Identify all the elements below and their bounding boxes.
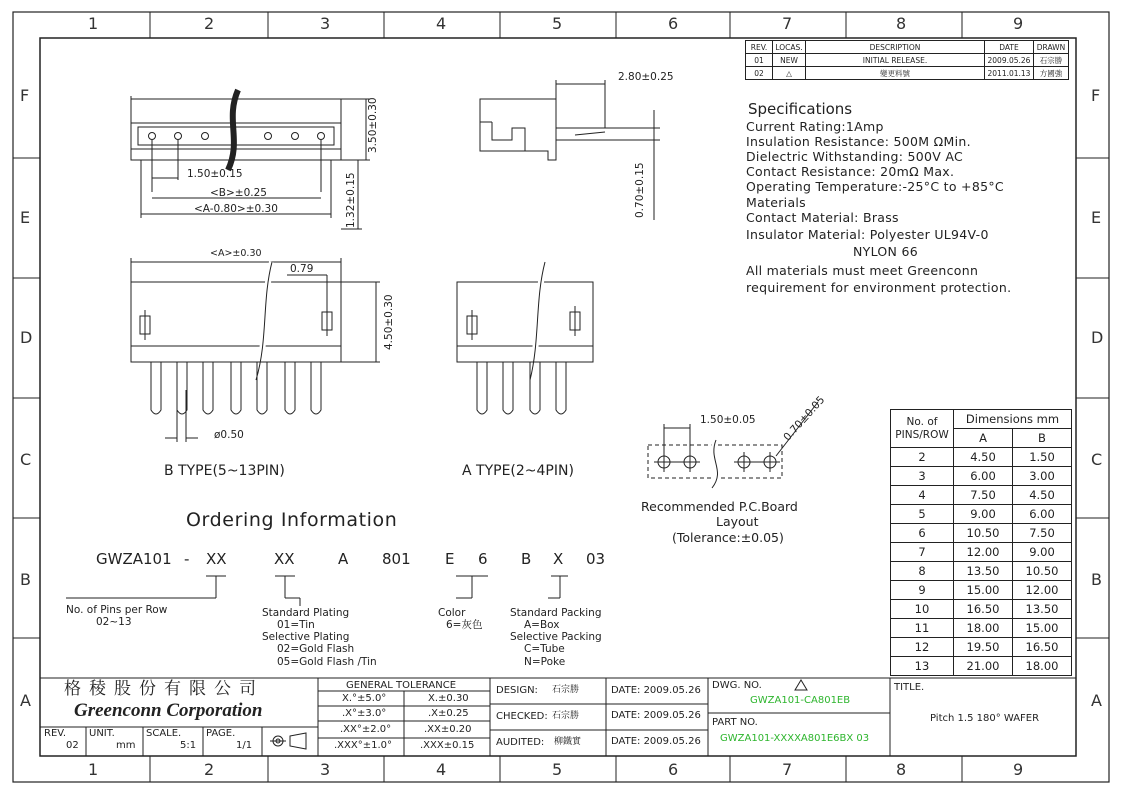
- dim-table-cell: 18.00: [1013, 657, 1072, 676]
- dim-offset: 0.79: [290, 263, 314, 275]
- dim-table-cell: 9.00: [954, 505, 1013, 524]
- specifications-title: Specifications: [748, 100, 853, 118]
- side-view: [480, 80, 660, 220]
- general-tolerance: GENERAL TOLERANCE: [346, 680, 457, 691]
- part-no-value: GWZA101-XXXXA801E6BX 03: [720, 733, 870, 744]
- dim-table-row: [891, 524, 1072, 543]
- order-code-pins: XX: [206, 550, 227, 568]
- zone-row-e-right: E: [1091, 208, 1102, 227]
- spec-line: Contact Resistance: 20mΩ Max.: [746, 164, 955, 179]
- rev-cell: 02: [746, 67, 773, 80]
- dim-table-cell: 5: [891, 505, 954, 524]
- dimensions-table: [890, 409, 1072, 676]
- rev-cell: △: [773, 67, 806, 80]
- scale-value: 5:1: [180, 740, 197, 751]
- dwg-no-value: GWZA101-CA801EB: [750, 695, 851, 706]
- dwg-no-label: DWG. NO.: [712, 680, 762, 691]
- packing-label-3: Selective Packing: [510, 631, 602, 643]
- pcb-caption-1: Recommended P.C.Board: [641, 499, 798, 514]
- pin: [231, 362, 241, 414]
- rev-header-locas: LOCAS.: [773, 41, 806, 54]
- zone-col-1-bottom: 1: [88, 760, 99, 779]
- tol-linear-1: X.±0.30: [428, 693, 469, 704]
- order-code-03: 03: [586, 550, 606, 568]
- dim-table-dims-header: Dimensions mm: [954, 410, 1072, 429]
- plating-label-5: 05=Gold Flash /Tin: [277, 656, 377, 668]
- dim-table-cell: 21.00: [954, 657, 1013, 676]
- zone-col-8-bottom: 8: [896, 760, 907, 779]
- audited-value: 柳鐵實: [554, 737, 582, 747]
- pcb-caption-3: (Tolerance:±0.05): [672, 530, 784, 545]
- dim-table-col-b: B: [1013, 429, 1072, 448]
- dim-table-cell: 16.50: [1013, 638, 1072, 657]
- dim-side-pin: 0.70±0.15: [634, 162, 646, 218]
- zone-row-a-left: A: [20, 691, 31, 710]
- rev-cell: 方國強: [1034, 67, 1069, 80]
- date-audited: DATE: 2009.05.26: [611, 736, 701, 747]
- date-design: DATE: 2009.05.26: [611, 685, 701, 696]
- dim-b: <B>±0.25: [210, 187, 267, 199]
- revision-table: [745, 40, 1069, 80]
- dim-table-row: [891, 562, 1072, 581]
- pin: [556, 362, 566, 414]
- ordering-title: Ordering Information: [186, 509, 398, 531]
- dim-table-row: [891, 619, 1072, 638]
- audited-label: AUDITED:: [496, 737, 545, 748]
- order-code-dash: -: [184, 550, 190, 568]
- company-name-cn: 格稜股份有限公司: [64, 679, 264, 699]
- tol-angle-3: .XX°±2.0°: [340, 724, 392, 735]
- zone-col-6-bottom: 6: [668, 760, 679, 779]
- zone-row-b-left: B: [20, 570, 31, 589]
- dim-table-cell: 12: [891, 638, 954, 657]
- zone-col-9-top: 9: [1013, 14, 1024, 33]
- packing-label-1: Standard Packing: [510, 607, 602, 619]
- dim-table-cell: 6: [891, 524, 954, 543]
- checked-value: 石宗勝: [552, 711, 580, 721]
- spec-line: Insulation Resistance: 500M ΩMin.: [746, 134, 971, 149]
- rev-cell: 石宗勝: [1034, 54, 1069, 67]
- spec-line: Materials: [746, 195, 806, 210]
- order-code-base: GWZA101: [96, 550, 172, 568]
- color-label-1: Color: [438, 607, 466, 619]
- dim-table-pins-header: [891, 410, 954, 448]
- dim-table-cell: 13.50: [954, 562, 1013, 581]
- order-code-a: A: [338, 550, 349, 568]
- date-checked: DATE: 2009.05.26: [611, 710, 701, 721]
- dim-table-cell: 7: [891, 543, 954, 562]
- order-code-801: 801: [382, 550, 411, 568]
- zone-col-2-bottom: 2: [204, 760, 215, 779]
- title-value: Pitch 1.5 180° WAFER: [930, 713, 1040, 724]
- packing-label-4: C=Tube: [524, 643, 565, 655]
- dim-table-cell: 12.00: [954, 543, 1013, 562]
- dim-table-row: [891, 600, 1072, 619]
- zone-row-b-right: B: [1091, 570, 1102, 589]
- dim-table-cell: 10.50: [1013, 562, 1072, 581]
- zone-row-d-right: D: [1091, 328, 1104, 347]
- dim-pin-dia: ø0.50: [214, 429, 244, 441]
- order-code-plating: XX: [274, 550, 295, 568]
- dim-table-cell: 7.50: [954, 486, 1013, 505]
- zone-col-7-bottom: 7: [782, 760, 793, 779]
- zone-col-5-bottom: 5: [552, 760, 563, 779]
- pin: [203, 362, 213, 414]
- dim-table-cell: 10.50: [954, 524, 1013, 543]
- title-label: TITLE.: [894, 682, 925, 693]
- dim-table-row: [891, 543, 1072, 562]
- tol-linear-2: .X±0.25: [428, 708, 469, 719]
- dim-table-cell: 4: [891, 486, 954, 505]
- pcb-caption-2: Layout: [716, 514, 759, 529]
- dim-pcb-pitch: 1.50±0.05: [700, 414, 756, 426]
- spec-line: Contact Material: Brass: [746, 210, 899, 225]
- zone-col-8-top: 8: [896, 14, 907, 33]
- dim-table-cell: 18.00: [954, 619, 1013, 638]
- zone-col-4-bottom: 4: [436, 760, 447, 779]
- rev-cell: 2011.01.13: [985, 67, 1034, 80]
- rev-cell: 2009.05.26: [985, 54, 1034, 67]
- dim-table-cell: 15.00: [1013, 619, 1072, 638]
- b-type-pins: [148, 362, 324, 414]
- zone-col-3-bottom: 3: [320, 760, 331, 779]
- dim-table-cell: 3: [891, 467, 954, 486]
- zone-row-f-right: F: [1091, 86, 1101, 105]
- order-code-e: E: [445, 550, 455, 568]
- zone-col-1-top: 1: [88, 14, 99, 33]
- dim-table-row: [891, 486, 1072, 505]
- dim-table-row: [891, 657, 1072, 676]
- zone-row-f-left: F: [20, 86, 30, 105]
- rev-cell: 01: [746, 54, 773, 67]
- zone-row-e-left: E: [20, 208, 31, 227]
- pins-label-1: No. of Pins per Row: [66, 604, 168, 616]
- tol-angle-2: .X°±3.0°: [342, 708, 387, 719]
- dim-table-row: [891, 505, 1072, 524]
- zone-col-4-top: 4: [436, 14, 447, 33]
- unit-label: UNIT.: [89, 728, 115, 739]
- plating-label-2: 01=Tin: [277, 619, 315, 631]
- dim-table-cell: 13.50: [1013, 600, 1072, 619]
- dim-table-cell: 3.00: [1013, 467, 1072, 486]
- pin: [311, 362, 321, 414]
- rev-header-description: DESCRIPTION: [806, 41, 985, 54]
- pins-label-2: 02~13: [96, 616, 132, 628]
- pin: [503, 362, 513, 414]
- dim-table-pins-header-2: PINS/ROW: [895, 428, 949, 441]
- dim-table-row: [891, 581, 1072, 600]
- spec-line: requirement for environment protection.: [746, 280, 1012, 295]
- order-code-b: B: [521, 550, 532, 568]
- spec-line: Current Rating:1Amp: [746, 119, 884, 134]
- zone-row-c-right: C: [1091, 450, 1103, 469]
- dim-table-cell: 15.00: [954, 581, 1013, 600]
- dim-table-cell: 11: [891, 619, 954, 638]
- tol-angle-4: .XXX°±1.0°: [334, 740, 393, 751]
- design-label: DESIGN:: [496, 685, 538, 696]
- zone-col-9-bottom: 9: [1013, 760, 1024, 779]
- rev-header-rev: REV.: [746, 41, 773, 54]
- dim-table-cell: 2: [891, 448, 954, 467]
- page-label: PAGE.: [206, 728, 236, 739]
- zone-row-c-left: C: [20, 450, 32, 469]
- checked-label: CHECKED:: [496, 711, 548, 722]
- page-value: 1/1: [236, 740, 253, 751]
- a-type-caption: A TYPE(2~4PIN): [462, 463, 574, 479]
- dim-table-cell: 9.00: [1013, 543, 1072, 562]
- plating-label-1: Standard Plating: [262, 607, 350, 619]
- packing-label-5: N=Poke: [524, 656, 566, 668]
- pin: [151, 362, 161, 414]
- packing-label-2: A=Box: [524, 619, 560, 631]
- company-name-en: Greenconn Corporation: [74, 700, 263, 721]
- part-no-label: PART NO.: [712, 717, 758, 728]
- dim-table-cell: 4.50: [954, 448, 1013, 467]
- unit-value: mm: [116, 740, 136, 751]
- dim-table-cell: 4.50: [1013, 486, 1072, 505]
- design-value: 石宗勝: [552, 685, 580, 695]
- dim-table-cell: 6.00: [1013, 505, 1072, 524]
- a-type-pins: [474, 362, 569, 414]
- spec-line: Dielectric Withstanding: 500V AC: [746, 149, 964, 164]
- dim-a-top: <A-0.80>±0.30: [194, 203, 278, 215]
- pin: [477, 362, 487, 414]
- scale-label: SCALE.: [146, 728, 182, 739]
- dim-pin-below: 1.32±0.15: [345, 172, 357, 228]
- rev-label: REV.: [44, 728, 66, 739]
- zone-col-3-top: 3: [320, 14, 331, 33]
- dim-pcb-hole: 0.70±0.05: [781, 394, 828, 444]
- order-code-color: 6: [478, 550, 488, 568]
- rev-header-date: DATE: [985, 41, 1034, 54]
- dim-table-cell: 8: [891, 562, 954, 581]
- plating-label-3: Selective Plating: [262, 631, 350, 643]
- color-label-2: 6=灰色: [446, 619, 483, 631]
- dim-side-width: 2.80±0.25: [618, 71, 674, 83]
- tol-angle-1: X.°±5.0°: [342, 693, 387, 704]
- rev-header-drawn: DRAWN: [1034, 41, 1069, 54]
- dim-front-height: 4.50±0.30: [383, 294, 395, 350]
- dim-table-cell: 1.50: [1013, 448, 1072, 467]
- dim-table-cell: 12.00: [1013, 581, 1072, 600]
- dim-table-cell: 19.50: [954, 638, 1013, 657]
- dim-table-cell: 7.50: [1013, 524, 1072, 543]
- zone-col-5-top: 5: [552, 14, 563, 33]
- b-type-caption: B TYPE(5~13PIN): [164, 463, 285, 479]
- zone-col-2-top: 2: [204, 14, 215, 33]
- dim-table-cell: 9: [891, 581, 954, 600]
- zone-row-d-left: D: [20, 328, 33, 347]
- zone-col-7-top: 7: [782, 14, 793, 33]
- dim-table-cell: 10: [891, 600, 954, 619]
- tol-linear-4: .XXX±0.15: [420, 740, 475, 751]
- zone-col-6-top: 6: [668, 14, 679, 33]
- spec-line: NYLON 66: [853, 244, 918, 259]
- dim-table-cell: 13: [891, 657, 954, 676]
- order-code-packing: X: [553, 550, 564, 568]
- spec-line: All materials must meet Greenconn: [746, 263, 979, 278]
- dim-table-row: [891, 448, 1072, 467]
- spec-line: Insulator Material: Polyester UL94V-0: [746, 227, 989, 242]
- rev-value: 02: [66, 740, 79, 751]
- dim-table-pins-header-1: No. of: [906, 416, 938, 429]
- dim-table-cell: 6.00: [954, 467, 1013, 486]
- dim-table-row: [891, 467, 1072, 486]
- dim-table-cell: 16.50: [954, 600, 1013, 619]
- ordering-leaders: [66, 576, 568, 606]
- rev-cell: NEW: [773, 54, 806, 67]
- dim-a-front: <A>±0.30: [210, 248, 262, 259]
- dim-table-col-a: A: [954, 429, 1013, 448]
- dim-table-row: [891, 638, 1072, 657]
- dim-pitch: 1.50±0.15: [187, 168, 243, 180]
- rev-cell: 變更料號: [806, 67, 985, 80]
- zone-row-a-right: A: [1091, 691, 1102, 710]
- plating-label-4: 02=Gold Flash: [277, 643, 355, 655]
- rev-cell: INITIAL RELEASE.: [806, 54, 985, 67]
- dim-height-top: 3.50±0.30: [367, 97, 379, 153]
- tol-linear-3: .XX±0.20: [424, 724, 472, 735]
- pin: [285, 362, 295, 414]
- spec-line: Operating Temperature:-25°C to +85°C: [746, 179, 1004, 194]
